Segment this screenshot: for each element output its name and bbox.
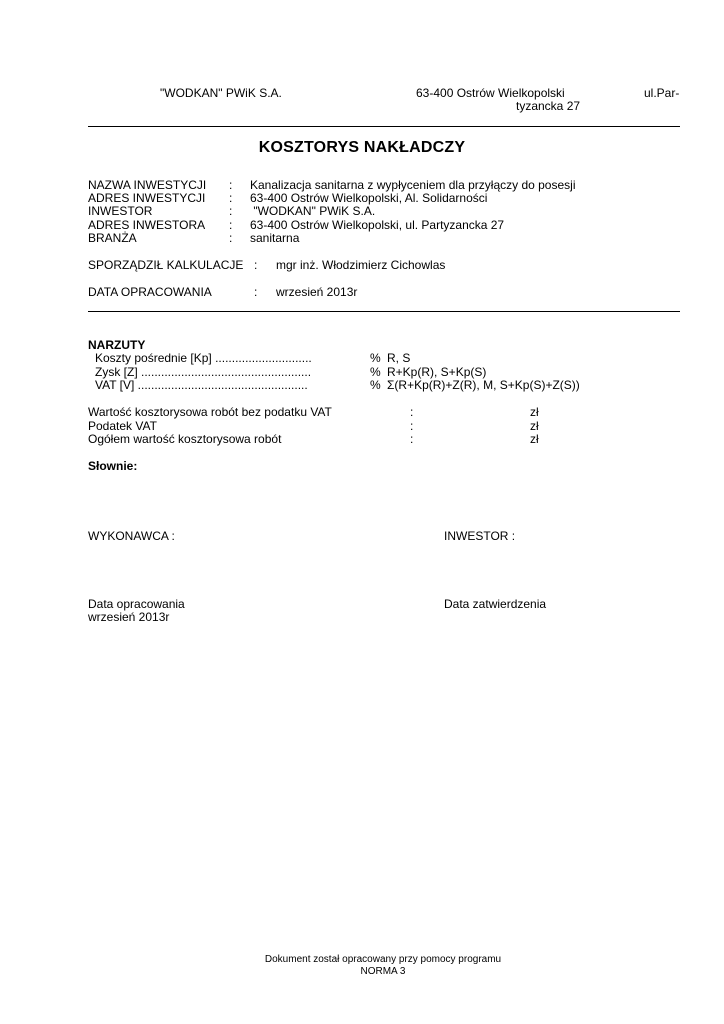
info-separator: : (229, 218, 233, 232)
info-separator: : (229, 191, 233, 205)
total-unit: zł (530, 419, 539, 433)
surcharge-label: Koszty pośrednie [Kp] ............................. (95, 351, 312, 365)
header-company: "WODKAN" PWiK S.A. (160, 86, 282, 100)
info-value: sanitarna (250, 231, 300, 245)
info-value: 63-400 Ostrów Wielkopolski, ul. Partyzancka 27 (250, 218, 505, 232)
info-value: 63-400 Ostrów Wielkopolski, Al. Solidarności (250, 191, 488, 205)
investor-label: INWESTOR : (444, 529, 516, 543)
header-divider (88, 126, 680, 127)
total-label: Ogółem wartość kosztorysowa robót (88, 432, 282, 446)
surcharges-heading: NARZUTY (88, 338, 146, 352)
info-value: "WODKAN" PWiK S.A. (250, 204, 376, 218)
surcharge-percent: % (370, 365, 381, 379)
info-separator: : (229, 204, 233, 218)
surcharge-formula: R, S (387, 351, 411, 365)
surcharge-formula: R+Kp(R), S+Kp(S) (387, 365, 487, 379)
header-street-part2: tyzancka 27 (516, 99, 581, 113)
total-separator: : (410, 405, 414, 419)
footer-line1: Dokument został opracowany przy pomocy programu (264, 954, 502, 965)
contractor-label: WYKONAWCA : (88, 529, 175, 543)
prepared-by-value: mgr inż. Włodzimierz Cichowlas (276, 258, 446, 272)
info-label: BRANŻA (88, 231, 137, 245)
info-divider (88, 311, 680, 312)
total-unit: zł (530, 405, 539, 419)
total-label: Wartość kosztorysowa robót bez podatku VAT (88, 405, 332, 419)
prepared-by-label: SPORZĄDZIŁ KALKULACJE (88, 258, 244, 272)
info-label: NAZWA INWESTYCJI (88, 178, 207, 192)
date-approved-label: Data zatwierdzenia (444, 597, 547, 611)
total-separator: : (410, 432, 414, 446)
info-value: Kanalizacja sanitarna z wypłyceniem dla przyłączy do posesji (250, 178, 576, 192)
date-prepared-sig-label: Data opracowania (88, 597, 185, 611)
info-label: ADRES INWESTORA (88, 218, 206, 232)
surcharge-label: Zysk [Z] ................................................... (95, 365, 312, 379)
footer-line2: NORMA 3 (360, 966, 406, 977)
date-prepared-sig-value: wrzesień 2013r (88, 610, 170, 624)
prepared-by-separator: : (254, 258, 258, 272)
date-prepared-separator: : (254, 285, 258, 299)
header-street-part1: ul.Par- (644, 86, 680, 100)
document-title: KOSZTORYS NAKŁADCZY (258, 139, 466, 156)
info-label: ADRES INWESTYCJI (88, 191, 206, 205)
surcharge-percent: % (370, 378, 381, 392)
surcharge-label: VAT [V] ................................................... (95, 378, 308, 392)
surcharge-formula: Σ(R+Kp(R)+Z(R), M, S+Kp(S)+Z(S)) (387, 378, 580, 392)
header-city: 63-400 Ostrów Wielkopolski (416, 86, 565, 100)
in-words-label: Słownie: (88, 459, 138, 473)
surcharge-percent: % (370, 351, 381, 365)
total-label: Podatek VAT (88, 419, 157, 433)
date-prepared-value: wrzesień 2013r (276, 285, 358, 299)
info-label: INWESTOR (88, 204, 153, 218)
total-unit: zł (530, 432, 539, 446)
date-prepared-label: DATA OPRACOWANIA (88, 285, 212, 299)
info-separator: : (229, 178, 233, 192)
total-separator: : (410, 419, 414, 433)
info-separator: : (229, 231, 233, 245)
